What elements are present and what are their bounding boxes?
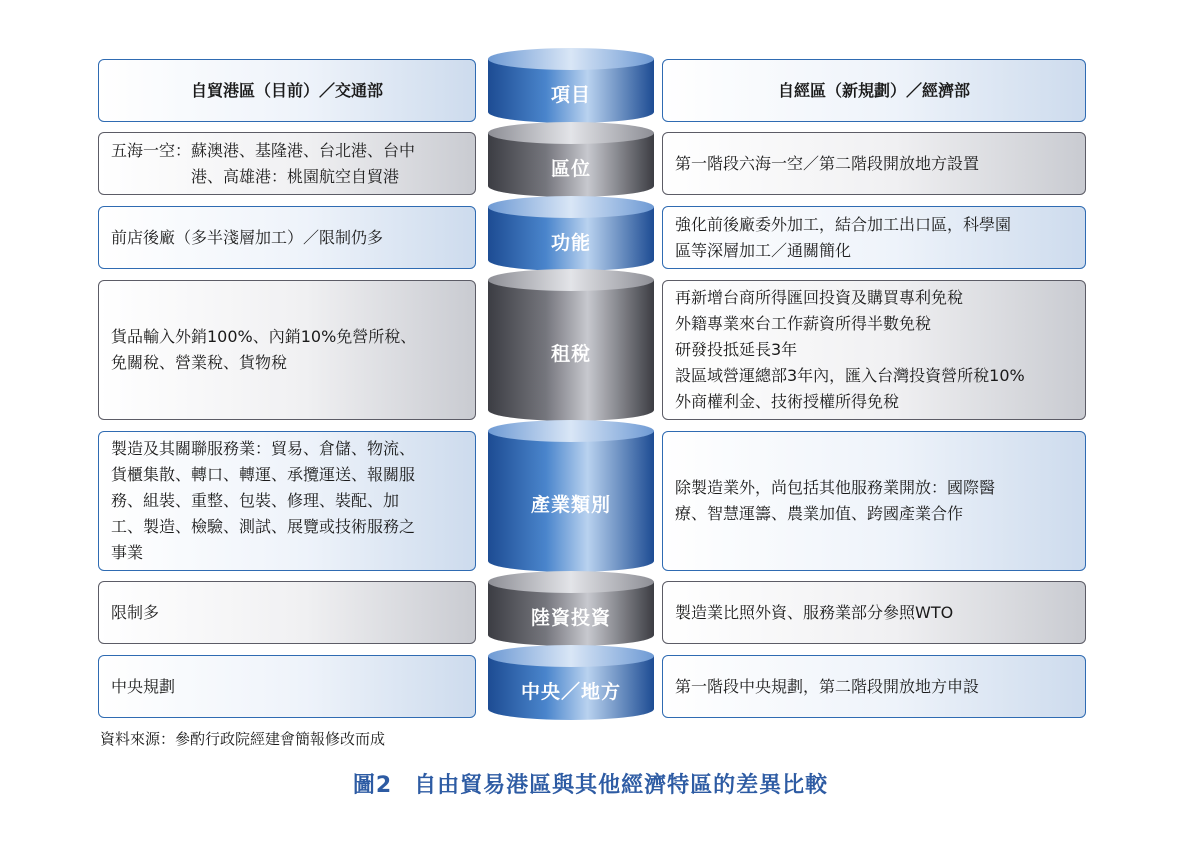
row-tax-right-box — [662, 280, 1086, 420]
figure-number: 圖2 — [352, 773, 393, 798]
row-function-cylinder — [487, 195, 655, 272]
header-cylinder — [487, 47, 655, 124]
row-china-investment-left-box — [98, 581, 476, 644]
cylinder-top — [488, 571, 654, 593]
row-function-right-text: 強化前後廠委外加工，結合加工出口區，科學園 區等深層加工／通關簡化 — [675, 214, 1012, 260]
row-function-left-text: 前店後廠（多半淺層加工）／限制仍多 — [111, 227, 384, 247]
row-central-local-item: 中央／地方 — [520, 680, 621, 703]
row-location-left-box — [98, 132, 476, 195]
row-industry-left-box — [98, 431, 476, 571]
row-tax-left-box — [98, 280, 476, 420]
figure-caption — [0, 768, 1181, 799]
cylinder-top — [488, 48, 654, 70]
row-location-item: 區位 — [550, 157, 591, 180]
header-item-label: 項目 — [550, 83, 591, 106]
row-central-local-cylinder — [487, 644, 655, 721]
row-china-investment-cylinder — [487, 570, 655, 647]
row-location-cylinder — [487, 121, 655, 198]
row-location-left-text: 五海一空：蘇澳港、基隆港、台北港、台中 港、高雄港：桃園航空自貿港 — [111, 140, 416, 186]
row-china-investment-right-text: 製造業比照外資、服務業部分參照WTO — [675, 602, 954, 622]
row-central-local-left-text: 中央規劃 — [111, 676, 176, 696]
cylinder-top — [488, 420, 654, 442]
row-location-right-text: 第一階段六海一空／第二階段開放地方設置 — [675, 153, 980, 173]
header-right-box — [662, 59, 1086, 122]
figure-title: 自由貿易港區與其他經濟特區的差異比較 — [414, 773, 829, 798]
cylinder-top — [488, 196, 654, 218]
header-left-label: 自貿港區（目前）／交通部 — [190, 80, 383, 100]
header-left-box — [98, 59, 476, 122]
row-tax-item: 租稅 — [550, 343, 591, 365]
cylinder-top — [488, 269, 654, 291]
row-tax-left-text: 貨品輸入外銷100%、內銷10%免營所稅、 免關稅、營業稅、貨物稅 — [111, 327, 417, 372]
row-location-right-box — [662, 132, 1086, 195]
row-central-local-right-text: 第一階段中央規劃，第二階段開放地方申設 — [675, 676, 980, 696]
row-industry-right-text: 除製造業外，尚包括其他服務業開放：國際醫 療、智慧運籌、農業加值、跨國產業合作 — [675, 478, 996, 523]
row-function-item: 功能 — [550, 231, 591, 254]
row-function-left-box — [98, 206, 476, 269]
row-function-right-box — [662, 206, 1086, 269]
cylinder-top — [488, 645, 654, 667]
row-china-investment-item: 陸資投資 — [530, 606, 611, 629]
row-industry-left-text: 製造及其關聯服務業：貿易、倉儲、物流、 貨櫃集散、轉口、轉運、承攬運送、報關服 務、組裝、重整、包裝、修理、裝配、加 工、製造、檢驗、測試、展覽或技術服務之 事業 — [111, 439, 416, 562]
row-industry-item: 產業類別 — [530, 494, 611, 516]
row-central-local-right-box — [662, 655, 1086, 718]
row-china-investment-right-box — [662, 581, 1086, 644]
cylinder-top — [488, 122, 654, 144]
row-tax-right-text: 再新增台商所得匯回投資及購買專利免稅 外籍專業來台工作薪資所得半數免稅 研發投抵延長3年 設區域營運總部3年內，匯入台灣投資營所稅10% 外商權利金、技術授權所得免稅 — [675, 288, 1025, 411]
source-note: 資料來源：參酌行政院經建會簡報修改而成 — [100, 730, 386, 748]
header-right-label: 自經區（新規劃）／經濟部 — [777, 80, 970, 100]
row-industry-cylinder — [487, 419, 655, 573]
row-china-investment-left-text: 限制多 — [111, 602, 160, 622]
row-tax-cylinder — [487, 268, 655, 422]
row-central-local-left-box — [98, 655, 476, 718]
row-industry-right-box — [662, 431, 1086, 571]
